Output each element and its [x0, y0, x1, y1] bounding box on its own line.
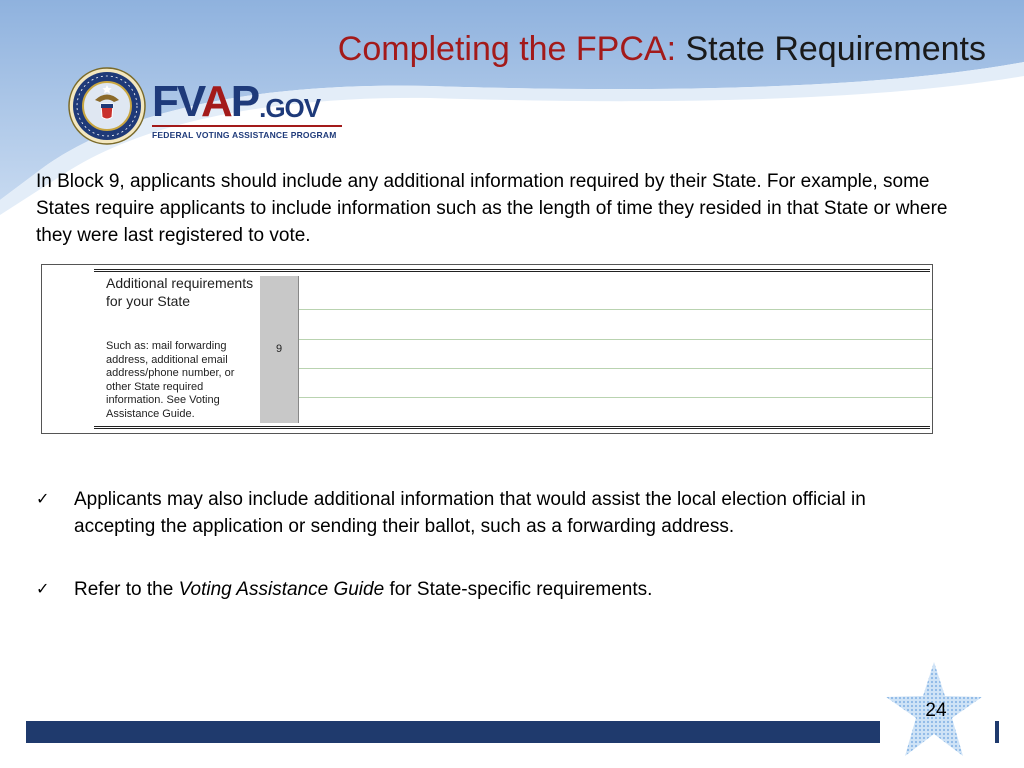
logo-subtitle: FEDERAL VOTING ASSISTANCE PROGRAM — [152, 130, 337, 140]
logo-gov: .GOV — [259, 93, 321, 123]
form-block-hint: Such as: mail forwarding address, additional email address/phone number, or other State required information. See Voting Assistance Guide. — [106, 340, 235, 420]
voting-assistance-guide-title: Voting Assistance Guide — [178, 579, 385, 600]
title-prefix: Completing the FPCA: — [337, 30, 677, 68]
bullet-text: Applicants may also include additional information that would assist the local election official in accepting the application or sending their ballot, such as a forwarding address. — [74, 489, 866, 537]
logo-p: P — [230, 77, 259, 126]
block-number-column — [260, 276, 298, 423]
form-entry-lines — [298, 276, 932, 423]
logo-a: A — [200, 77, 231, 126]
title-suffix: State Requirements — [685, 30, 986, 68]
department-of-defense-seal-icon — [68, 67, 146, 145]
footer-tick — [995, 721, 999, 743]
block-number: 9 — [275, 343, 283, 355]
fpca-block-9-excerpt — [41, 264, 933, 434]
intro-paragraph: In Block 9, applicants should include any additional information required by their State. For example, some States require applicants to include information such as the length of time they resided in that State or where they were last registered to vote. — [36, 171, 948, 246]
bullet-list — [36, 486, 936, 603]
form-bottom-rule — [94, 426, 930, 429]
bullet-text — [74, 576, 936, 603]
fvap-gov-logo — [152, 77, 344, 140]
page-number: 24 — [925, 700, 947, 721]
footer-bar — [26, 721, 880, 743]
checkmark-icon: ✓ — [36, 491, 50, 508]
form-block-label: Additional requirements for your State — [106, 275, 254, 309]
entry-line — [299, 339, 932, 340]
slide-title — [338, 30, 986, 69]
bullet-text-pre: Refer to the — [74, 579, 179, 600]
checkmark-icon: ✓ — [36, 581, 50, 598]
bullet-text-post: for State-specific requirements. — [384, 579, 653, 600]
bullet-item — [36, 576, 936, 603]
entry-line — [299, 397, 932, 398]
form-top-rule — [94, 269, 930, 272]
logo-fv: FV — [152, 77, 201, 126]
bullet-item — [36, 486, 936, 540]
entry-line — [299, 368, 932, 369]
entry-line — [299, 309, 932, 310]
